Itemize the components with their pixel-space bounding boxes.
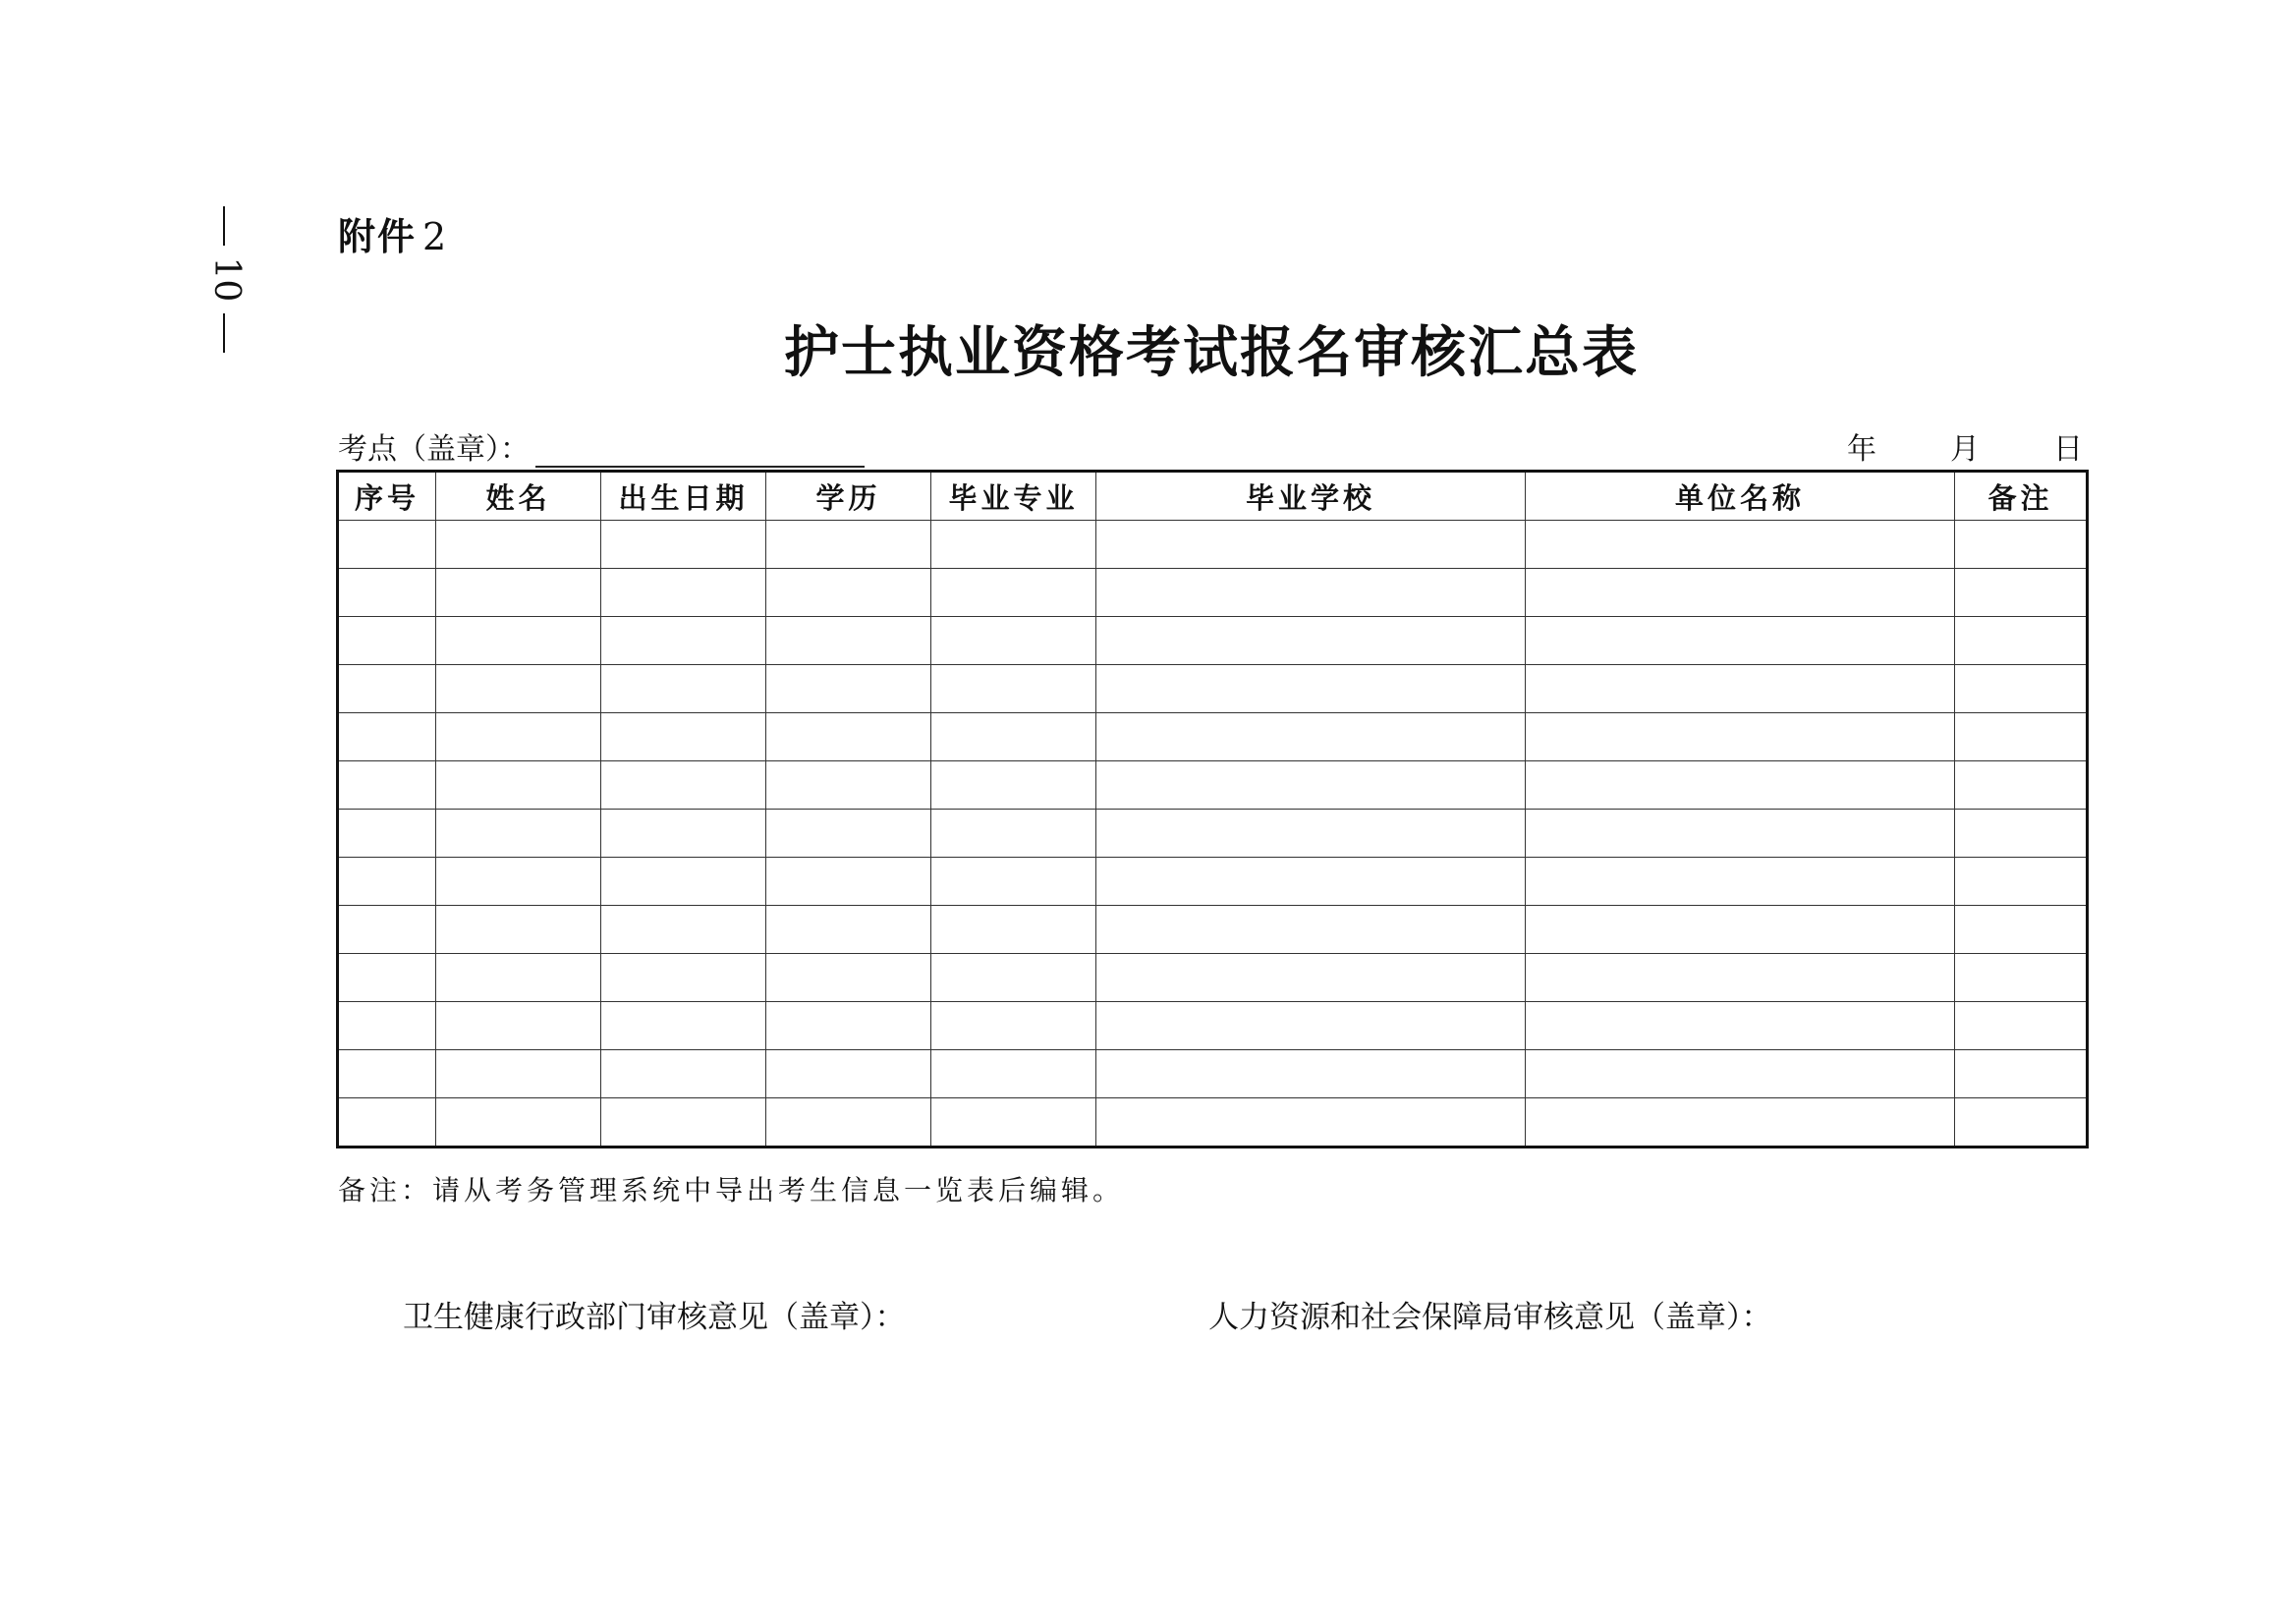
table-cell[interactable]	[338, 810, 436, 858]
table-cell[interactable]	[601, 569, 766, 617]
table-cell[interactable]	[1096, 713, 1526, 761]
table-cell[interactable]	[436, 1050, 601, 1098]
table-cell[interactable]	[1955, 858, 2088, 906]
health-department-signature: 卫生健康行政部门审核意见（盖章）：	[403, 1300, 906, 1335]
table-cell[interactable]	[601, 810, 766, 858]
header-remarks: 备注	[1955, 472, 2088, 521]
table-row	[338, 858, 2088, 906]
table-row	[338, 1050, 2088, 1098]
table-cell[interactable]	[1096, 1050, 1526, 1098]
table-cell[interactable]	[931, 521, 1096, 569]
attachment-text: 附件	[338, 215, 418, 258]
table-cell[interactable]	[766, 1098, 931, 1148]
table-cell[interactable]	[1526, 569, 1955, 617]
table-cell[interactable]	[436, 713, 601, 761]
table-cell[interactable]	[766, 954, 931, 1002]
table-cell[interactable]	[1526, 858, 1955, 906]
table-cell[interactable]	[931, 617, 1096, 665]
table-cell[interactable]	[1526, 617, 1955, 665]
table-cell[interactable]	[766, 617, 931, 665]
table-cell[interactable]	[338, 713, 436, 761]
table-cell[interactable]	[766, 858, 931, 906]
table-cell[interactable]	[1526, 1098, 1955, 1148]
table-cell[interactable]	[601, 617, 766, 665]
table-cell[interactable]	[1526, 1002, 1955, 1050]
table-cell[interactable]	[1955, 713, 2088, 761]
table-cell[interactable]	[601, 1050, 766, 1098]
date-day-label: 日	[2053, 432, 2083, 467]
table-cell[interactable]	[1955, 569, 2088, 617]
table-cell[interactable]	[338, 1002, 436, 1050]
table-cell[interactable]	[766, 713, 931, 761]
table-cell[interactable]	[436, 569, 601, 617]
table-cell[interactable]	[1096, 617, 1526, 665]
table-cell[interactable]	[338, 1098, 436, 1148]
table-cell[interactable]	[601, 521, 766, 569]
table-cell[interactable]	[1955, 954, 2088, 1002]
table-cell[interactable]	[1526, 906, 1955, 954]
table-cell[interactable]	[1096, 1002, 1526, 1050]
table-cell[interactable]	[766, 906, 931, 954]
exam-site-field	[338, 424, 865, 468]
table-cell[interactable]	[338, 521, 436, 569]
table-cell[interactable]	[601, 713, 766, 761]
table-cell[interactable]	[766, 521, 931, 569]
table-cell[interactable]	[338, 761, 436, 810]
table-row	[338, 954, 2088, 1002]
table-cell[interactable]	[1526, 521, 1955, 569]
table-cell[interactable]	[1955, 810, 2088, 858]
table-row	[338, 1098, 2088, 1148]
table-header-row	[338, 472, 2088, 521]
table-cell[interactable]	[1526, 1050, 1955, 1098]
table-cell[interactable]	[766, 1002, 931, 1050]
table-cell[interactable]	[766, 1050, 931, 1098]
table-row	[338, 713, 2088, 761]
table-cell[interactable]	[766, 761, 931, 810]
attachment-label	[338, 206, 448, 260]
table-cell[interactable]	[601, 761, 766, 810]
table-cell[interactable]	[1096, 761, 1526, 810]
table-cell[interactable]	[1096, 906, 1526, 954]
table-cell[interactable]	[1096, 810, 1526, 858]
attachment-number: 2	[422, 215, 449, 258]
table-cell[interactable]	[931, 1002, 1096, 1050]
table-cell[interactable]	[1096, 1098, 1526, 1148]
table-cell[interactable]	[1096, 569, 1526, 617]
table-cell[interactable]	[931, 761, 1096, 810]
hr-bureau-signature: 人力资源和社会保障局审核意见（盖章）：	[1208, 1300, 1772, 1335]
table-cell[interactable]	[1955, 1002, 2088, 1050]
table-cell[interactable]	[338, 906, 436, 954]
table-cell[interactable]	[436, 1098, 601, 1148]
page-number	[206, 206, 246, 324]
table-cell[interactable]	[601, 858, 766, 906]
page-number-value: 10	[206, 256, 247, 303]
header-school: 毕业学校	[1096, 472, 1526, 521]
table-row	[338, 810, 2088, 858]
document-title: 护士执业资格考试报名审核汇总表	[784, 320, 1639, 385]
table-cell[interactable]	[1096, 858, 1526, 906]
table-cell[interactable]	[931, 569, 1096, 617]
table-cell[interactable]	[338, 617, 436, 665]
table-cell[interactable]	[931, 906, 1096, 954]
summary-table	[336, 470, 2089, 1148]
table-cell[interactable]	[338, 954, 436, 1002]
exam-site-label: 考点（盖章）：	[338, 432, 530, 467]
table-cell[interactable]	[766, 569, 931, 617]
table-cell[interactable]	[436, 858, 601, 906]
table-cell[interactable]	[1526, 713, 1955, 761]
header-education: 学历	[766, 472, 931, 521]
table-cell[interactable]	[436, 810, 601, 858]
table-cell[interactable]	[338, 1050, 436, 1098]
table-cell[interactable]	[436, 521, 601, 569]
table-cell[interactable]	[1955, 617, 2088, 665]
table-cell[interactable]	[766, 810, 931, 858]
table-cell[interactable]	[436, 761, 601, 810]
table-cell[interactable]	[766, 665, 931, 713]
table-row	[338, 761, 2088, 810]
date-year-label: 年	[1847, 432, 1876, 467]
header-serial: 序号	[338, 472, 436, 521]
table-cell[interactable]	[931, 713, 1096, 761]
table-cell[interactable]	[338, 569, 436, 617]
table-cell[interactable]	[931, 665, 1096, 713]
exam-site-blank-line[interactable]	[535, 436, 865, 468]
table-row	[338, 521, 2088, 569]
table-cell[interactable]	[1955, 761, 2088, 810]
header-employer: 单位名称	[1526, 472, 1955, 521]
table-cell[interactable]	[338, 858, 436, 906]
table-cell[interactable]	[601, 906, 766, 954]
table-cell[interactable]	[1096, 521, 1526, 569]
header-major: 毕业专业	[931, 472, 1096, 521]
table-cell[interactable]	[1955, 906, 2088, 954]
table-cell[interactable]	[436, 665, 601, 713]
table-cell[interactable]	[1955, 521, 2088, 569]
table-cell[interactable]	[1096, 954, 1526, 1002]
table-cell[interactable]	[931, 954, 1096, 1002]
header-name: 姓名	[436, 472, 601, 521]
table-cell[interactable]	[601, 1098, 766, 1148]
table-row	[338, 569, 2088, 617]
date-month-label: 月	[1950, 432, 1980, 467]
table-cell[interactable]	[1955, 1050, 2088, 1098]
table-row	[338, 1002, 2088, 1050]
table-cell[interactable]	[1526, 665, 1955, 713]
table-cell[interactable]	[436, 954, 601, 1002]
table-cell[interactable]	[436, 906, 601, 954]
table-cell[interactable]	[1096, 665, 1526, 713]
page-number-dash-left	[223, 206, 225, 246]
table-cell[interactable]	[601, 1002, 766, 1050]
table-cell[interactable]	[931, 1050, 1096, 1098]
table-cell[interactable]	[436, 617, 601, 665]
table-cell[interactable]	[1526, 954, 1955, 1002]
table-cell[interactable]	[601, 665, 766, 713]
table-cell[interactable]	[931, 810, 1096, 858]
table-cell[interactable]	[1526, 761, 1955, 810]
footnote: 备注：请从考务管理系统中导出考生信息一览表后编辑。	[338, 1174, 1125, 1206]
table-cell[interactable]	[436, 1002, 601, 1050]
table-cell[interactable]	[601, 954, 766, 1002]
table-cell[interactable]	[1955, 1098, 2088, 1148]
date-field	[1847, 424, 2083, 468]
table-cell[interactable]	[1955, 665, 2088, 713]
table-cell[interactable]	[931, 1098, 1096, 1148]
table-row	[338, 617, 2088, 665]
table-cell[interactable]	[338, 665, 436, 713]
table-row	[338, 665, 2088, 713]
table-body	[338, 521, 2088, 1148]
table-cell[interactable]	[1526, 810, 1955, 858]
table-cell[interactable]	[931, 858, 1096, 906]
table-row	[338, 906, 2088, 954]
header-birth-date: 出生日期	[601, 472, 766, 521]
